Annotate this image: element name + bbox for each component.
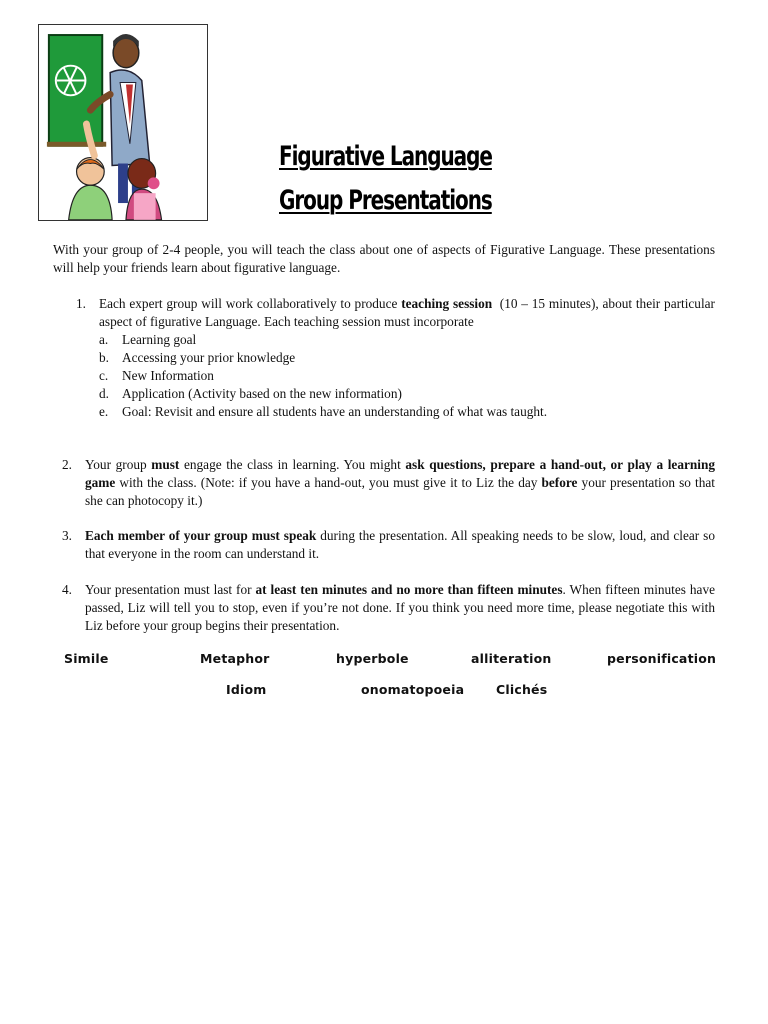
sub-letter: b. — [99, 350, 109, 365]
list-number: 1. — [76, 296, 86, 311]
intro-paragraph: With your group of 2-4 people, you will teach the class about one of aspects of Figurative Language. These presentations will help your friends learn about figurative language. — [53, 242, 715, 275]
item-bold-text: at least ten minutes and no more than fifteen minutes — [255, 582, 563, 597]
sub-text: Application (Activity based on the new information) — [122, 386, 402, 401]
item-text: engage the class in learning. You might — [179, 457, 406, 472]
item-text: Your group — [85, 457, 152, 472]
item-text: with the class. (Note: if you have a hand-out, you must give it to Liz the day — [115, 475, 542, 490]
sub-list-item — [99, 403, 715, 421]
item-text: your presentation so that she can photocopy it.) — [85, 475, 715, 508]
term-onomatopoeia: onomatopoeia — [361, 682, 465, 697]
item-bold-text: Each member of your group must speak — [85, 528, 317, 543]
sub-list-item — [99, 367, 715, 385]
sub-text: New Information — [122, 368, 214, 383]
item-text: Your presentation must last for — [85, 582, 256, 597]
term-idiom: Idiom — [226, 682, 267, 697]
sub-letter: a. — [99, 332, 109, 347]
list-number: 3. — [62, 528, 72, 543]
term-cliches: Clichés — [496, 682, 548, 697]
list-number: 4. — [62, 582, 72, 597]
term-simile: Simile — [64, 651, 109, 666]
sub-list-item — [99, 385, 715, 403]
item-bold-text: teaching session — [401, 296, 493, 311]
list-number: 2. — [62, 457, 72, 472]
sub-list — [99, 331, 715, 421]
sub-list-item — [99, 349, 715, 367]
title-line-2: Group Presentations — [279, 185, 492, 216]
sub-letter: d. — [99, 386, 109, 401]
term-personification: personification — [607, 651, 717, 666]
sub-text: Learning goal — [122, 332, 197, 347]
page-title — [279, 135, 492, 223]
term-alliteration: alliteration — [471, 651, 552, 666]
sub-letter: c. — [99, 368, 109, 383]
sub-list-item — [99, 331, 715, 349]
title-line-1: Figurative Language — [279, 141, 492, 172]
teacher-clipart-image — [38, 24, 208, 221]
sub-text: Accessing your prior knowledge — [122, 350, 296, 365]
sub-text: Goal: Revisit and ensure all students have an understanding of what was taught. — [122, 404, 548, 419]
item-bold-text: must — [151, 457, 180, 472]
sub-letter: e. — [99, 404, 109, 419]
item-text: . When fifteen minutes have passed, Liz will tell you to stop, even if you’re not done. If you think you need more time, please negotiate this with Liz before your group begins their presentation. — [85, 582, 715, 633]
item-bold-text: ask questions, prepare a hand-out, or play a learning game — [85, 457, 715, 490]
teacher-classroom-illustration — [39, 25, 207, 220]
term-hyperbole: hyperbole — [336, 651, 409, 666]
term-metaphor: Metaphor — [200, 651, 270, 666]
item-text: Each expert group will work collaboratively to produce — [99, 296, 402, 311]
item-text: during the presentation. All speaking needs to be slow, loud, and clear so that everyone in the room can understand it. — [85, 528, 715, 561]
item-text: (10 – 15 minutes), about their particular aspect of figurative Language. Each teaching session must incorporate — [99, 296, 719, 329]
item-bold-text: before — [541, 475, 578, 490]
